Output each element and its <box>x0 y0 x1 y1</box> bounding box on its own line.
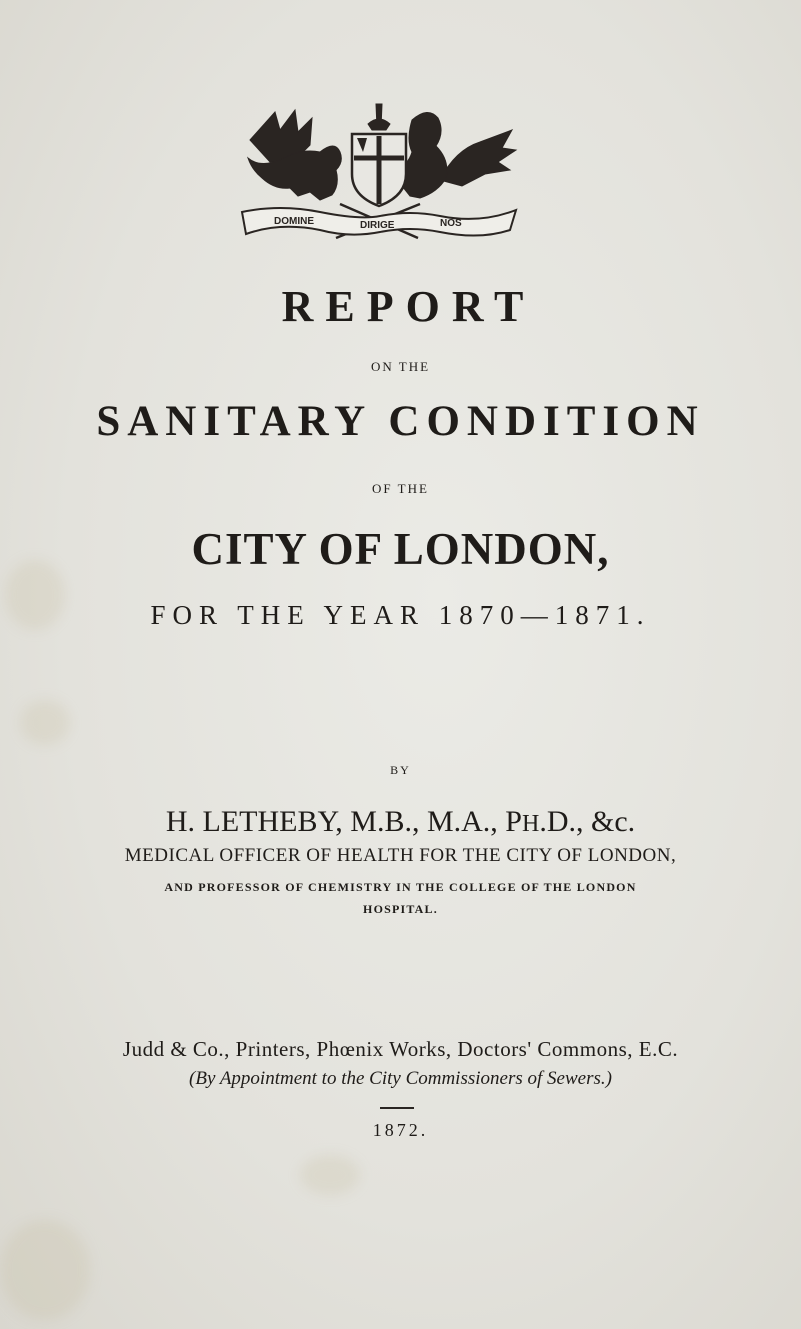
by-label: BY <box>390 763 411 777</box>
printer-imprint: Judd & Co., Printers, Phœnix Works, Doctors' Commons, E.C. <box>122 1037 679 1061</box>
foxing-stain <box>300 1155 360 1195</box>
author-name <box>0 805 801 839</box>
city-of-london-crest <box>240 100 520 248</box>
publication-year: 1872. <box>372 1120 429 1140</box>
period-heading: FOR THE YEAR 1870—1871. <box>150 600 651 630</box>
left-dragon-body <box>248 146 341 200</box>
of-the-connector: OF THE <box>372 481 429 496</box>
motto-word: DOMINE <box>274 216 314 227</box>
place-heading: CITY OF LONDON, <box>191 524 610 574</box>
author-professorship: AND PROFESSOR OF CHEMISTRY IN THE COLLEGE OF THE LONDON <box>164 880 637 894</box>
author-office: MEDICAL OFFICER OF HEALTH FOR THE CITY OF LONDON, <box>124 845 677 866</box>
appointment-note: (By Appointment to the City Commissioners of Sewers.) <box>189 1068 612 1089</box>
author-degree-h: H <box>521 811 540 837</box>
foxing-stain <box>0 1220 90 1320</box>
author-professorship-cont: HOSPITAL. <box>363 902 438 916</box>
author-degree-rest: .D., &c. <box>539 805 636 838</box>
motto-word: DIRIGE <box>360 220 395 231</box>
author-name-main: H. LETHEBY, M.B., M.A., <box>165 805 506 838</box>
foxing-stain <box>20 700 70 745</box>
author-degree-p: P <box>505 805 522 838</box>
right-dragon-wing <box>440 130 516 186</box>
subject-heading: SANITARY CONDITION <box>96 398 705 445</box>
report-heading: REPORT <box>281 282 536 331</box>
divider-rule <box>380 1107 414 1109</box>
on-the-connector: ON THE <box>370 359 431 374</box>
motto-word: NOS <box>440 218 462 229</box>
